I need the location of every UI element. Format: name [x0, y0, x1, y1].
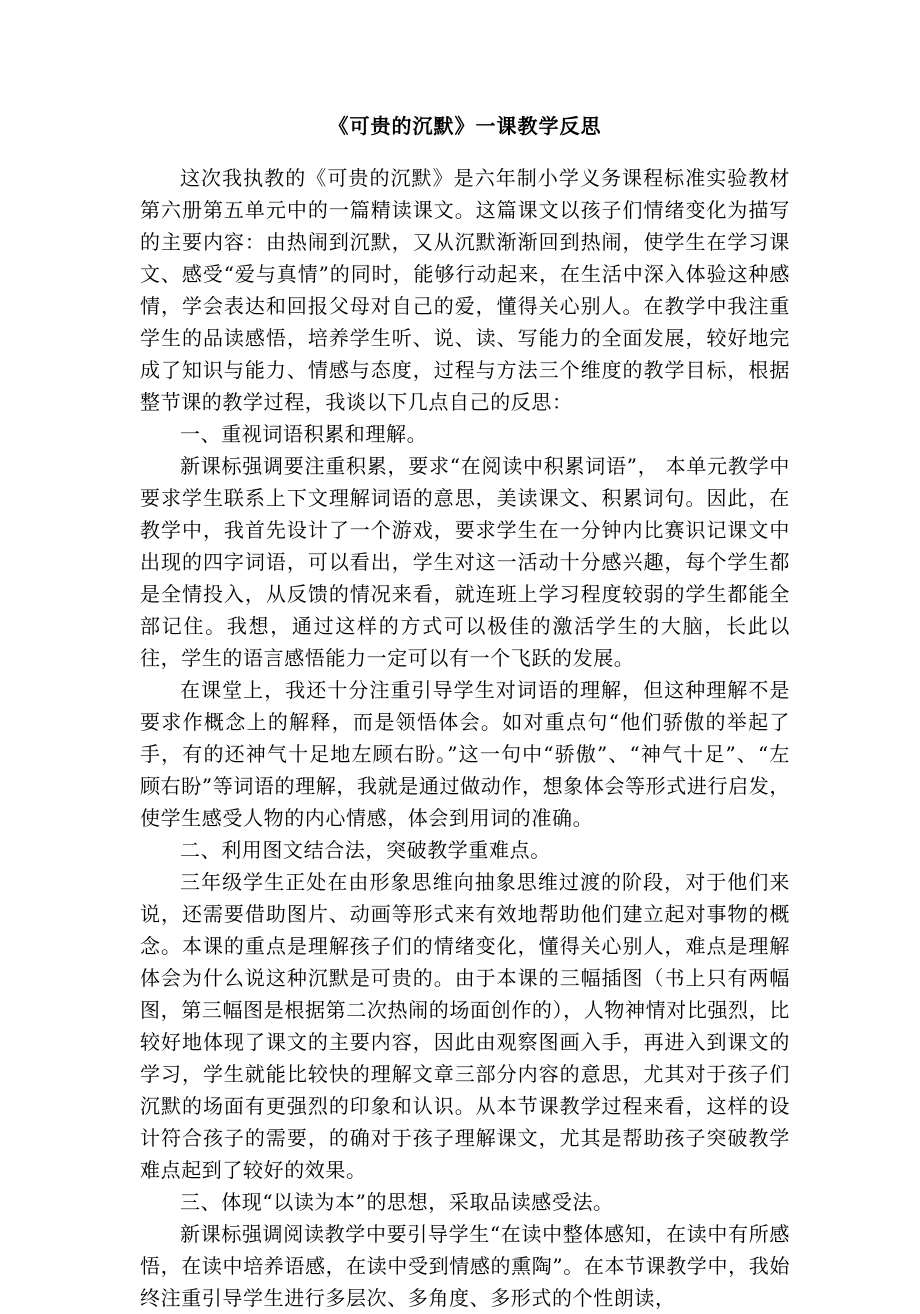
paragraph-intro: 这次我执教的《可贵的沉默》是六年制小学义务课程标准实验教材第六册第五单元中的一篇精读课文。这篇课文以孩子们情绪变化为描写的主要内容：由热闹到沉默，又从沉默渐渐回到热闹，使学生在学习课文、感受“爱与真情”的同时，能够行动起来，在生活中深入体验这种感情，学会表达和回报父母对自己的爱，懂得关心别人。在教学中我注重学生的品读感悟，培养学生听、说、读、写能力的全面发展，较好地完成了知识与能力、情感与态度，过程与方法三个维度的教学目标，根据整节课的教学过程，我谈以下几点自己的反思： — [140, 166, 790, 414]
document-title: 《可贵的沉默》一课教学反思 — [328, 114, 602, 138]
paragraph-section-3: 新课标强调阅读教学中要引导学生“在读中整体感知，在读中有所感悟，在读中培养语感，在读中受到情感的熏陶”。在本节课教学中，我始终注重引导学生进行多层次、多角度、多形式的个性朗读， — [140, 1222, 790, 1310]
paragraph-section-2: 三年级学生正处在由形象思维向抽象思维过渡的阶段，对于他们来说，还需要借助图片、动画等形式来有效地帮助他们建立起对事物的概念。本课的重点是理解孩子们的情绪变化，懂得关心别人，难点是理解体会为什么说这种沉默是可贵的。由于本课的三幅插图（书上只有两幅图，第三幅图是根据第二次热闹的场面创作的），人物神情对比强烈，比较好地体现了课文的主要内容，因此由观察图画入手，再进入到课文的学习，学生就能比较快的理解文章三部分内容的意思，尤其对于孩子们沉默的场面有更强烈的印象和认识。从本节课教学过程来看，这样的设计符合孩子的需要，的确对于孩子理解课文，尤其是帮助孩子突破教学难点起到了较好的效果。 — [140, 870, 790, 1182]
heading-section-2: 二、利用图文结合法，突破教学重难点。 — [180, 838, 551, 862]
paragraph-section-1b: 在课堂上，我还十分注重引导学生对词语的理解，但这种理解不是要求作概念上的解释，而是领悟体会。如对重点句“他们骄傲的举起了手，有的还神气十足地左顾右盼。”这一句中“骄傲”、“神气十足”、“左顾右盼”等词语的理解，我就是通过做动作，想象体会等形式进行启发，使学生感受人物的内心情感，体会到用词的准确。 — [140, 678, 790, 830]
document-page — [140, 112, 790, 1314]
paragraph-section-1a: 新课标强调要注重积累，要求“在阅读中积累词语”， 本单元教学中要求学生联系上下文理解词语的意思，美读课文、积累词句。因此，在教学中，我首先设计了一个游戏，要求学生在一分钟内比赛识记课文中出现的四字词语，可以看出，学生对这一活动十分感兴趣，每个学生都是全情投入，从反馈的情况来看，就连班上学习程度较弱的学生都能全部记住。我想，通过这样的方式可以极佳的激活学生的大脑，长此以往，学生的语言感悟能力一定可以有一个飞跃的发展。 — [140, 454, 790, 670]
heading-section-3: 三、体现“以读为本”的思想，采取品读感受法。 — [180, 1190, 614, 1214]
heading-section-1: 一、重视词语积累和理解。 — [180, 422, 428, 446]
